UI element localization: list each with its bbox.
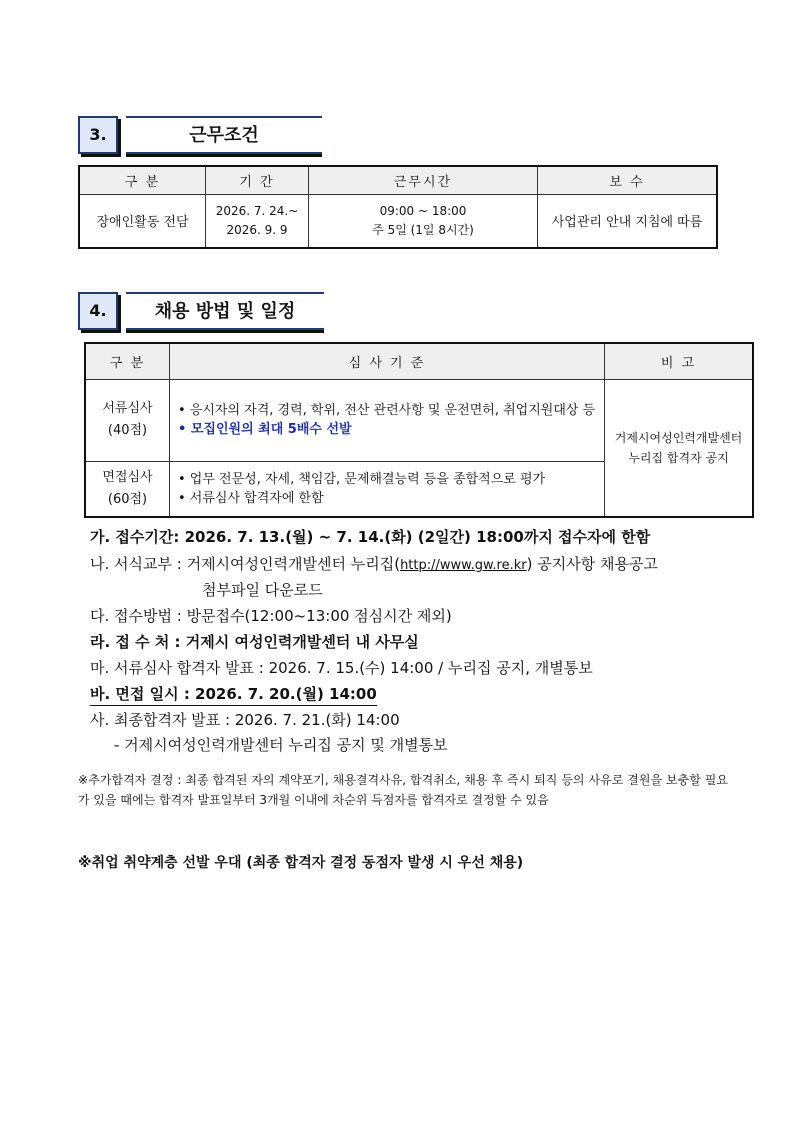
- criteria-cell: [170, 379, 605, 461]
- criteria-item: • 응시자의 자격, 경력, 학위, 전산 관련사항 및 운전면허, 취업지원대상 등: [178, 403, 596, 418]
- hours-line: 주 5일 (1일 8시간): [372, 222, 474, 237]
- form-distribution-text: 나. 서식교부 : 거제시여성인력개발센터 누리집(: [90, 555, 401, 573]
- review-name: 서류심사: [102, 401, 153, 416]
- document-result-announcement: 마. 서류심사 합격자 발표 : 2026. 7. 15.(수) 14:00 / 누리집 공지, 개별통보: [90, 659, 593, 677]
- criteria-item: • 업무 전문성, 자세, 책임감, 문제해결능력 등을 종합적으로 평가: [178, 471, 546, 487]
- remark-line: 누리집 합격자 공지: [628, 450, 729, 465]
- additional-pass-note: ※추가합격자 결정 : 최종 합격된 자의 계약포기, 채용결격사유, 합격취소, 채용 후 즉시 퇴직 등의 사유로 결원을 보충할 필요가 있을 때에는 합격자 발표일부터 3개월 이내에 차순위 득점자를 합격자로 결정할 수 있음: [78, 773, 728, 807]
- interview-datetime: 바. 면접 일시 : 2026. 7. 20.(월) 14:00: [90, 683, 377, 706]
- section-title: 근무조건: [126, 116, 322, 154]
- review-weight: (40점): [107, 423, 148, 438]
- period-line: 2026. 9. 9: [226, 222, 288, 237]
- criteria-cell: [170, 461, 605, 517]
- work-conditions-table: [78, 165, 718, 249]
- criteria-item: • 서류심사 합격자에 한함: [178, 490, 324, 506]
- recruitment-method-table: [84, 342, 754, 518]
- section-number: 3.: [78, 116, 118, 154]
- table-header: 근무시간: [309, 166, 538, 194]
- final-result-notice: - 거제시여성인력개발센터 누리집 공지 및 개별통보: [114, 736, 448, 754]
- criteria-item-highlight: • 모집인원의 최대 5배수 선발: [178, 422, 352, 437]
- table-header: 기 간: [206, 166, 309, 194]
- application-place: 라. 접 수 처 : 거제시 여성인력개발센터 내 사무실: [90, 633, 419, 651]
- remark-cell: [605, 379, 754, 517]
- form-distribution: [90, 553, 658, 574]
- review-weight: (60점): [107, 491, 148, 507]
- section-title: 채용 방법 및 일정: [126, 292, 324, 330]
- pay-cell: 사업관리 안내 지침에 따름: [538, 194, 718, 248]
- table-header: 구 분: [85, 343, 170, 379]
- table-header: 구 분: [79, 166, 206, 194]
- homepage-link[interactable]: http://www.gw.re.kr: [400, 558, 527, 573]
- hours-line: 09:00 ~ 18:00: [379, 203, 467, 218]
- remark-line: 거제시여성인력개발센터: [614, 430, 743, 445]
- form-distribution-cont: 첨부파일 다운로드: [202, 581, 323, 599]
- period-line: 2026. 7. 24.~: [215, 203, 299, 218]
- form-distribution-text: ) 공지사항 채용공고: [526, 555, 658, 573]
- application-period: 가. 접수기간: 2026. 7. 13.(월) ~ 7. 14.(화) (2일간) 18:00까지 접수자에 한함: [90, 528, 651, 546]
- review-name-cell: [85, 461, 170, 517]
- hours-cell: [309, 194, 538, 248]
- work-type-cell: 장애인활동 전담: [79, 194, 206, 248]
- review-name-cell: [85, 379, 170, 461]
- review-name: 면접심사: [102, 469, 153, 485]
- section-number: 4.: [78, 292, 118, 330]
- table-header: 심 사 기 준: [170, 343, 605, 379]
- period-cell: [206, 194, 309, 248]
- table-header: 보 수: [538, 166, 718, 194]
- preference-note: ※취업 취약계층 선발 우대 (최종 합격자 결정 동점자 발생 시 우선 채용): [78, 855, 524, 871]
- application-method: 다. 접수방법 : 방문접수(12:00~13:00 점심시간 제외): [90, 607, 452, 625]
- table-header: 비 고: [605, 343, 754, 379]
- final-result-announcement: 사. 최종합격자 발표 : 2026. 7. 21.(화) 14:00: [90, 711, 400, 729]
